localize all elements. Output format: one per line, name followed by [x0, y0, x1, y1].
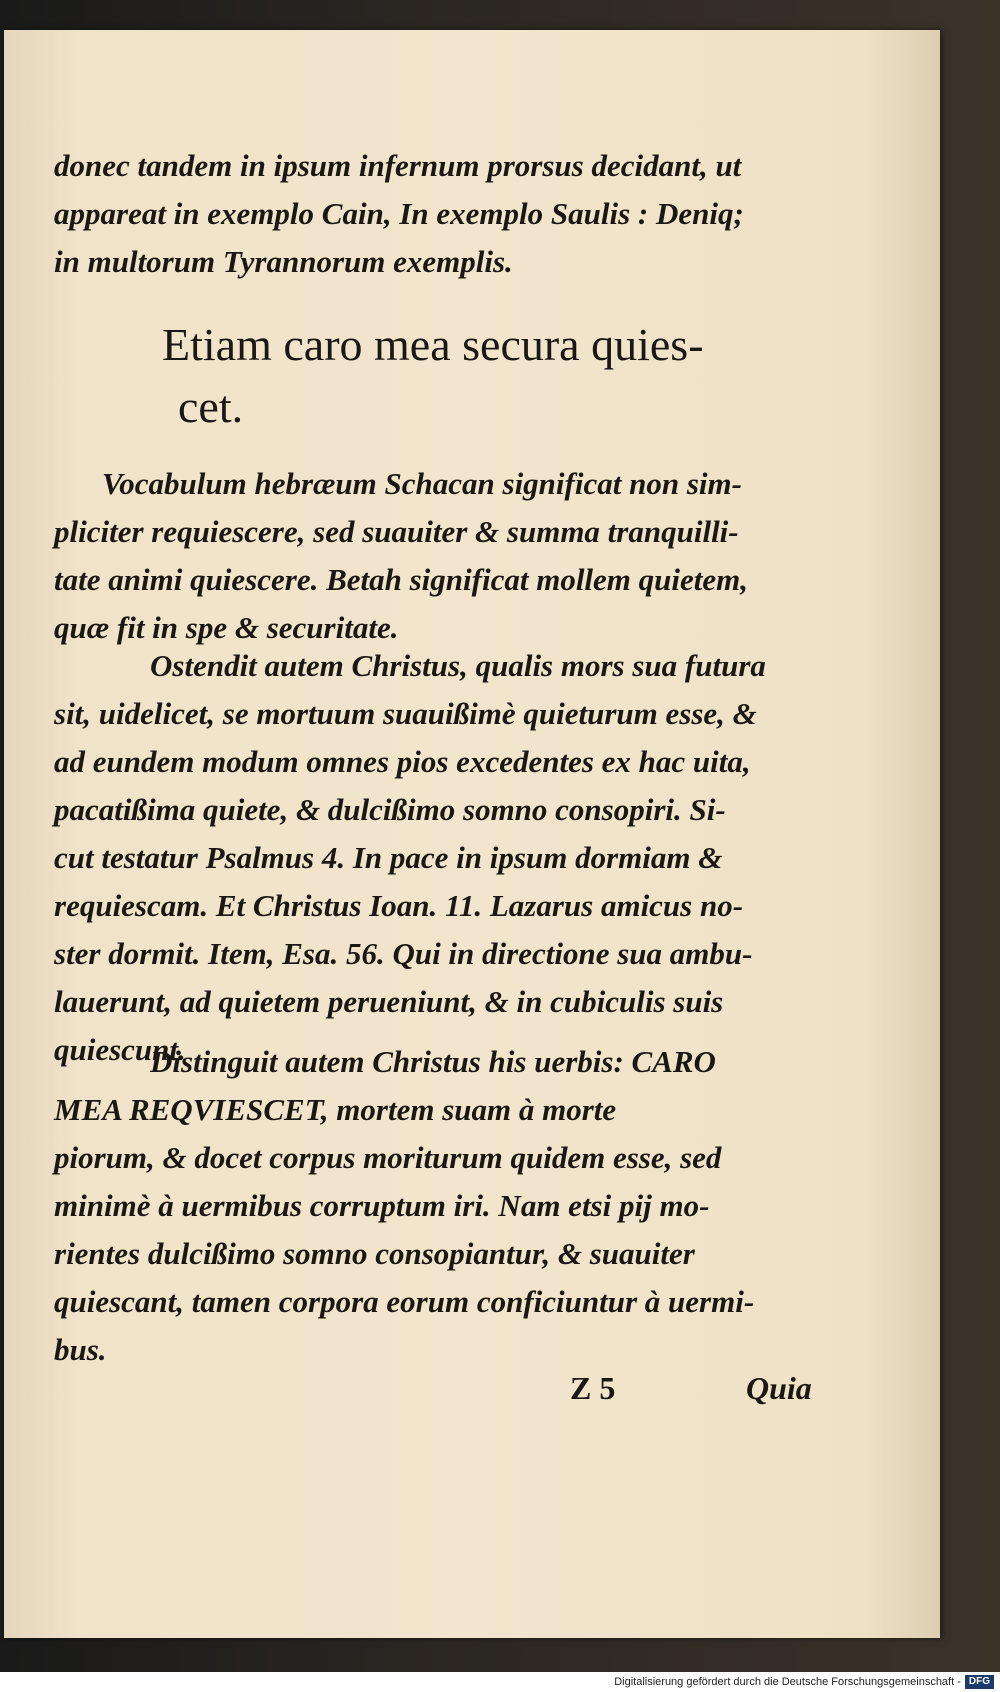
- text-line: Distinguit autem Christus his uerbis: CARO: [150, 1044, 716, 1079]
- top-paragraph: [54, 142, 814, 286]
- paragraph-2: [54, 642, 814, 1074]
- text-line: ster dormit. Item, Esa. 56. Qui in directione sua ambu-: [54, 936, 753, 971]
- text-line: minimè à uermibus corruptum iri. Nam etsi pij mo-: [54, 1188, 710, 1223]
- text-line: sit, uidelicet, se mortuum suauißimè quieturum esse, &: [54, 696, 757, 731]
- section-heading: [162, 314, 802, 438]
- credit-text: Digitalisierung gefördert durch die Deutsche Forschungsgemeinschaft -: [614, 1676, 961, 1689]
- text-line: lauerunt, ad quietem perueniunt, & in cubiculis suis: [54, 984, 724, 1019]
- text-line: Ostendit autem Christus, qualis mors sua futura: [150, 648, 766, 683]
- dfg-logo[interactable]: DFG: [965, 1675, 994, 1689]
- text-line: pacatißima quiete, & dulcißimo somno consopiri. Si-: [54, 792, 726, 827]
- text-line: cut testatur Psalmus 4. In pace in ipsum dormiam &: [54, 840, 723, 875]
- paragraph-3: [54, 1038, 814, 1374]
- text-line: Vocabulum hebræum Schacan significat non sim-: [102, 466, 742, 501]
- paragraph-1: [54, 460, 814, 652]
- text-line: tate animi quiescere. Betah significat mollem quietem,: [54, 562, 749, 597]
- text-line: bus.: [54, 1332, 107, 1367]
- text-line: ad eundem modum omnes pios excedentes ex hac uita,: [54, 744, 751, 779]
- text-line: quiescant, tamen corpora eorum conficiuntur à uermi-: [54, 1284, 755, 1319]
- text-line: quæ fit in spe & securitate.: [54, 610, 399, 645]
- text-line: quiescunt.: [54, 1032, 186, 1067]
- text-line: in multorum Tyrannorum exemplis.: [54, 244, 513, 279]
- text-line: donec tandem in ipsum infernum prorsus decidant, ut: [54, 148, 742, 183]
- text-line: pliciter requiescere, sed suauiter & summa tranquilli-: [54, 514, 739, 549]
- signature-mark: Z 5: [570, 1370, 616, 1406]
- catchword: Quia: [746, 1370, 812, 1406]
- book-page: [4, 30, 940, 1638]
- text-line: rientes dulcißimo somno consopiantur, & suauiter: [54, 1236, 695, 1271]
- heading-line: cet.: [178, 381, 244, 432]
- text-line: appareat in exemplo Cain, In exemplo Saulis : Deniq;: [54, 196, 744, 231]
- heading-line: Etiam caro mea secura quies-: [162, 319, 704, 370]
- digitization-credit-bar: [0, 1672, 1000, 1692]
- text-line: piorum, & docet corpus moriturum quidem esse, sed: [54, 1140, 722, 1175]
- text-line: requiescam. Et Christus Ioan. 11. Lazarus amicus no-: [54, 888, 744, 923]
- text-line: MEA REQVIESCET, mortem suam à morte: [54, 1092, 617, 1127]
